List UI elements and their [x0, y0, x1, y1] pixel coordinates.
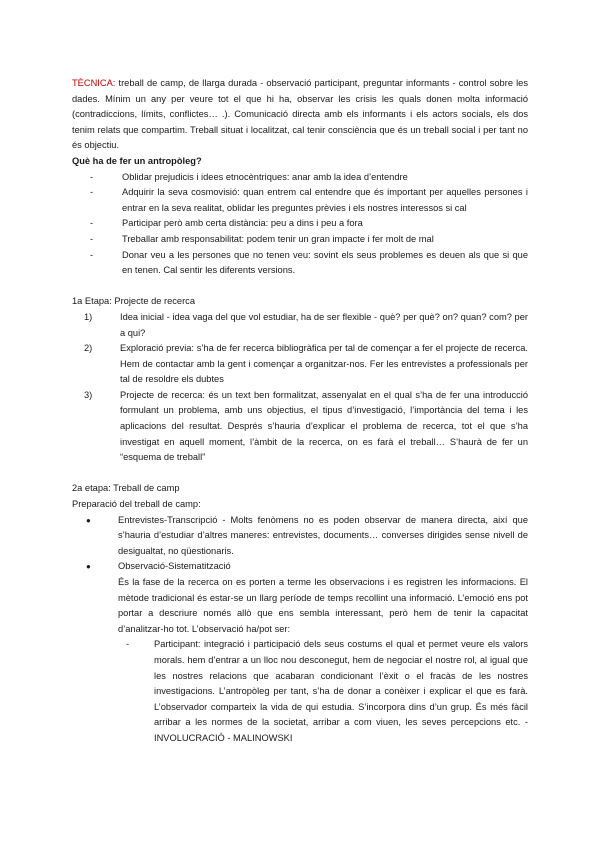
list-item: - Participar però amb certa distància: peu a dins i peu a fora [90, 218, 363, 229]
observacio-sublist [72, 637, 528, 746]
list-item: 3) Projecte de recerca: és un text ben formalitzat, assenyalat en el qual s’ha de fer una introducció formulant un problema, amb uns objectius, el tipus d’investigació, l’importància del tema i les aplicacions del resultat. Després s’hauria d’explicar el problema de recerca, tot el que s’ha investigat en aquell moment, l’àmbit de la recerca, on es farà el treball… S’haurà de fer un “esquema de treball” [84, 389, 528, 463]
tecnica-paragraph [72, 76, 528, 154]
list-item: - Oblidar prejudicis i idees etnocèntriques: anar amb la idea d’entendre [90, 171, 408, 182]
etapa2-list [72, 513, 528, 575]
etapa2-heading: 2a etapa: Treball de camp [72, 483, 180, 494]
etapa1-list [72, 310, 528, 466]
etapa1-heading: 1a Etapa: Projecte de recerca [72, 296, 195, 307]
observacio-paragraph: És la fase de la recerca on es porten a terme les observacions i es registren les informacions. El mètode tradicional és estar-se un llarg període de temps recollint una informació. L’emoció ens pot portar a descriure només allò que ens sembla interessant, però hem de tenir la capacitat d’analitzar-ho tot. L’observació ha/pot ser: [118, 577, 528, 634]
antropoleg-list [72, 170, 528, 279]
tecnica-label: TÈCNICA: [72, 78, 116, 88]
list-item: - Donar veu a les persones que no tenen veu: sovint els seus problemes es deuen als que si que en tenen. Cal sentir les diferents versions. [90, 249, 528, 276]
antropoleg-heading: Què ha de fer un antropòleg? [72, 155, 202, 166]
list-item: - Treballar amb responsabilitat: podem tenir un gran impacte i fer molt de mal [90, 233, 434, 244]
etapa2-subheading: Preparació del treball de camp: [72, 499, 201, 510]
list-item: ● Observació-Sistematització [86, 561, 231, 572]
list-item: - Adquirir la seva cosmovisió: quan entrem cal entendre que és important per aquelles persones i entrar en la seva realitat, oblidar les preguntes prèvies i els nostres interessos si cal [90, 187, 528, 213]
tecnica-text: treball de camp, de llarga durada - observació participant, preguntar informants - control sobre les dades. Mínim un any per veure tot el que hi ha, observar les crisis les quals donen molta informació (contradiccions, límits, conflictes… .). Comunicació directa amb els informants i els actors socials, els dos tenim relats que compartim. Treball situat i localitzat, cal tenir consciència que és un treball social i per tant no és objectiu. [72, 78, 528, 151]
list-item: 2) Exploració previa: s’ha de fer recerca bibliogràfica per tal de començar a fer el projecte de recerca. Hem de contactar amb la gent i començar a organitzar-nos. Fer les entrevistes a professionals per tal de resoldre els dubtes [84, 343, 528, 385]
list-item: 1) Idea inicial - idea vaga del que vol estudiar, ha de ser flexible - què? per què? on? quan? com? per a qui? [84, 311, 528, 338]
list-item: ● Entrevistes-Transcripció - Molts fenòmens no es poden observar de manera directa, així que s’hauria d’estudiar d’altres maneres: entrevistes, documents… converses dirigides sense nivell de desigualtat, no qüestionaris. [86, 514, 528, 556]
list-item: - Participant: integració i participació dels seus costums el qual et permet veure els valors morals. hem d’entrar a un lloc nou desconegut, hem de negociar el nostre rol, al igual que les nostres relacions que acabaran condicionant l’èxit o el fracàs de les nostres investigacions. L’antropòleg per tant, s’ha de donar a conèixer i explicar el que es farà. L’observador comparteix la vida de qui estudia. S’incorpora dins d’un grup. És més fàcil arribar a les normes de la societat, arribar a com viuen, les seves percepcions etc. - INVOLUCRACIÓ - MALINOWSKI [126, 639, 528, 743]
